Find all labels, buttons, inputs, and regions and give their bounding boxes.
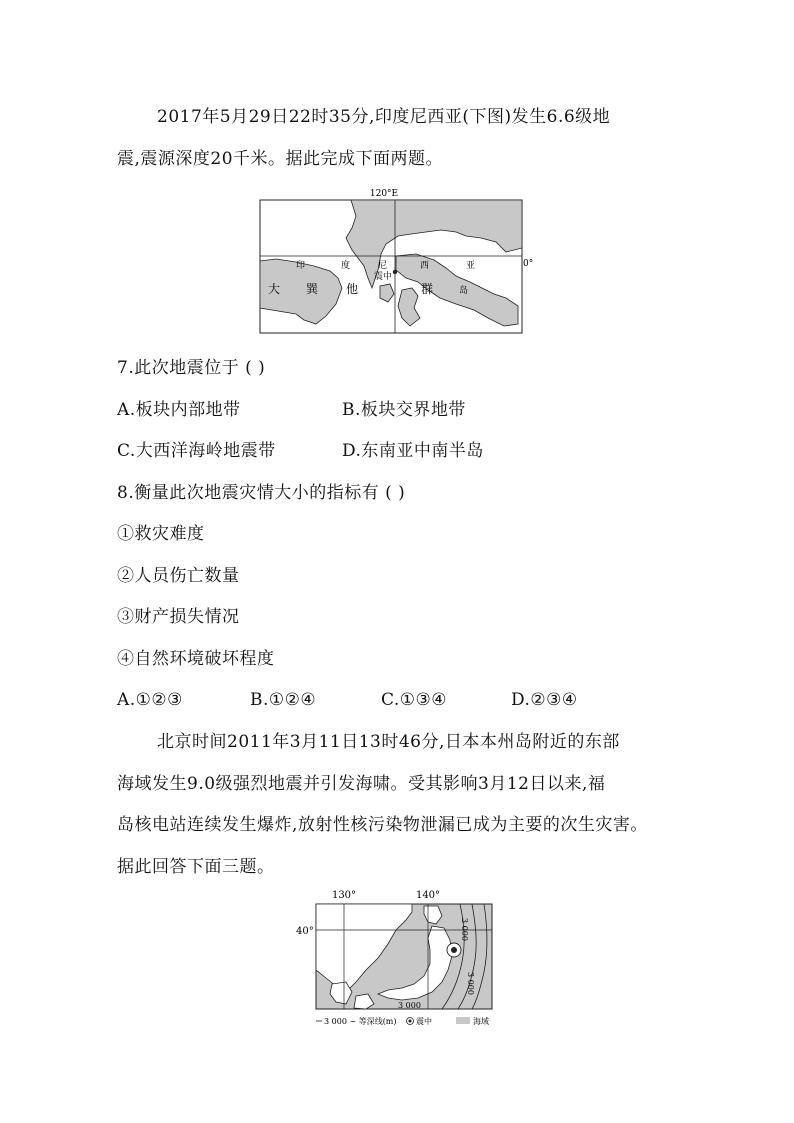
passage2-line4: 据此回答下面三题。 xyxy=(117,857,275,877)
map2-lon-label-130: 130° xyxy=(331,890,357,901)
map1-lon-label: 120°E xyxy=(369,189,399,199)
q7-option-d: D.东南亚中南半岛 xyxy=(342,441,484,461)
q7-option-b: B.板块交界地带 xyxy=(342,400,466,420)
map2-lon-label-140: 140° xyxy=(415,890,441,901)
map1-islands-char-4: 岛 xyxy=(459,286,469,296)
japan-map xyxy=(292,886,507,1031)
map2-legend-sea-swatch xyxy=(456,1017,470,1024)
passage1-line2: 震,震源深度20千米。据此完成下面两题。 xyxy=(117,149,444,169)
q7-option-a: A.板块内部地带 xyxy=(117,400,241,420)
map2-contour-label-3: 3 000 xyxy=(398,1001,421,1010)
q8-option-d: D.②③④ xyxy=(511,690,578,710)
q8-item-2: ②人员伤亡数量 xyxy=(117,566,240,586)
q7-stem: 7.此次地震位于 ( ) xyxy=(117,358,266,378)
q8-option-a: A.①②③ xyxy=(117,690,183,710)
map2-legend-contour: 3 000 ~ 等深线(m) xyxy=(324,1017,397,1026)
passage1-line1: 2017年5月29日22时35分,印度尼西亚(下图)发生6.6级地 xyxy=(157,107,611,127)
map1-islands-char-1: 巽 xyxy=(306,282,319,296)
japan-map-svg xyxy=(292,886,507,1031)
map1-islands-char-0: 大 xyxy=(268,282,281,296)
map2-legend-sea: 海域 xyxy=(473,1017,489,1026)
q8-item-4: ④自然环境破坏程度 xyxy=(117,649,275,669)
map2-lat-label: 40° xyxy=(296,926,314,937)
passage2-line1: 北京时间2011年3月11日13时46分,日本本州岛附近的东部 xyxy=(157,732,620,752)
map1-islands-char-2: 他 xyxy=(346,282,359,296)
map1-country-char-2: 尼 xyxy=(378,261,388,271)
map2-epicenter-marker xyxy=(451,947,457,953)
map2-legend-epicenter: 震中 xyxy=(416,1017,432,1026)
map1-country-char-3: 西 xyxy=(420,261,430,271)
passage2-line3: 岛核电站连续发生爆炸,放射性核污染物泄漏已成为主要的次生灾害。 xyxy=(117,815,648,835)
map1-epicenter-marker xyxy=(393,270,397,274)
map1-epicenter-label: 震中 xyxy=(374,272,393,282)
map2-contour-label-2: 3 000 xyxy=(466,972,475,995)
q8-item-1: ①救灾难度 xyxy=(117,524,205,544)
q8-item-3: ③财产损失情况 xyxy=(117,607,240,627)
map2-contour-label-1: 3 000 xyxy=(460,918,469,941)
q7-option-c: C.大西洋海岭地震带 xyxy=(117,441,276,461)
indonesia-map xyxy=(256,186,546,336)
map1-country-char-1: 度 xyxy=(341,261,351,271)
q8-stem: 8.衡量此次地震灾情大小的指标有 ( ) xyxy=(117,483,406,503)
map1-country-char-0: 印 xyxy=(296,261,306,271)
indonesia-map-svg xyxy=(256,186,546,336)
passage2-line2: 海域发生9.0级强烈地震并引发海啸。受其影响3月12日以来,福 xyxy=(117,774,606,794)
q8-option-c: C.①③④ xyxy=(381,690,448,710)
map1-lat-label: 0° xyxy=(523,259,534,269)
map1-country-char-4: 亚 xyxy=(466,261,476,271)
map2-legend-epicenter-dot xyxy=(409,1020,412,1023)
map1-islands-char-3: 群 xyxy=(421,282,434,296)
q8-option-b: B.①②④ xyxy=(250,690,317,710)
